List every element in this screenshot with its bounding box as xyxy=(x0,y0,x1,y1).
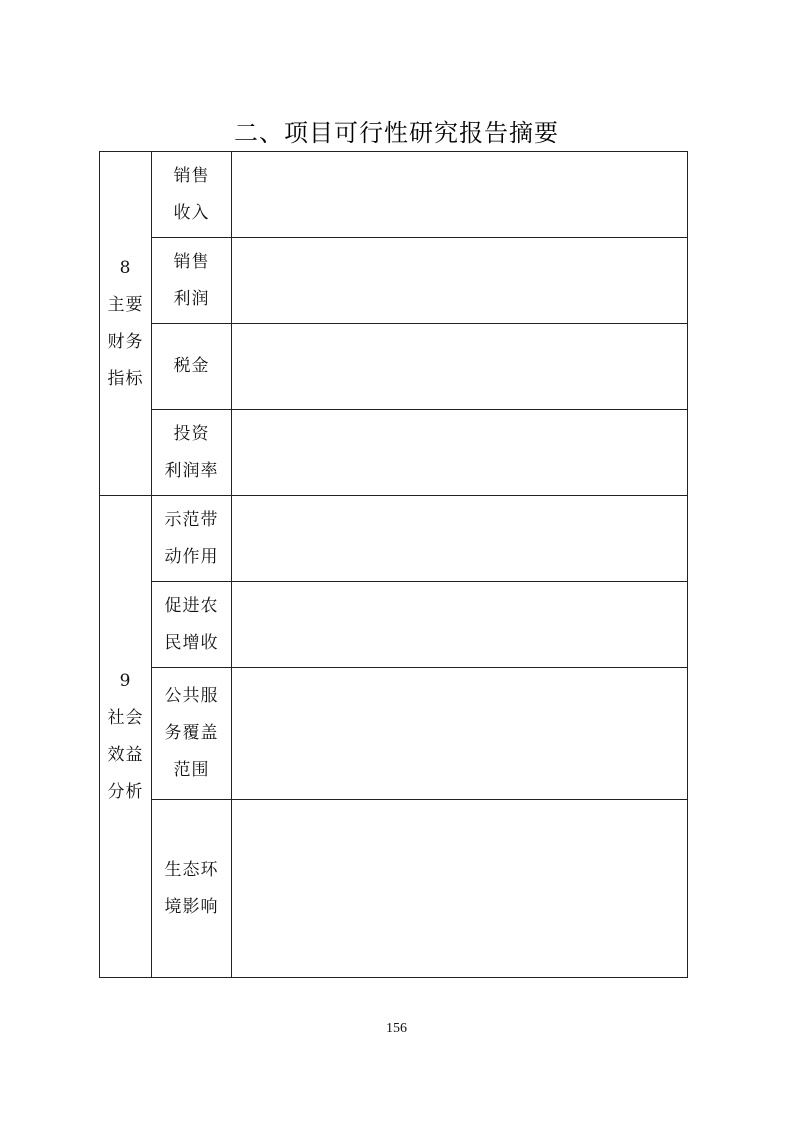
row-label-line: 税金 xyxy=(173,356,210,376)
table-row xyxy=(100,152,688,238)
table-row xyxy=(100,668,688,800)
row-label-ecological-impact xyxy=(152,800,232,978)
row-label-line: 销售 xyxy=(173,251,210,272)
section-header-financial xyxy=(100,152,152,496)
table-row xyxy=(100,800,688,978)
row-label-line: 动作用 xyxy=(164,546,219,567)
content-cell-demonstration-effect[interactable] xyxy=(232,496,688,582)
page-title: 二、项目可行性研究报告摘要 xyxy=(234,119,559,147)
row-label-line: 利润 xyxy=(173,288,210,309)
table-row xyxy=(100,238,688,324)
section-name-line: 财务 xyxy=(107,331,144,352)
row-label-line: 投资 xyxy=(173,423,210,444)
row-label-line: 民增收 xyxy=(164,632,219,653)
row-label-line: 示范带 xyxy=(164,509,219,530)
section-number: 9 xyxy=(119,670,132,691)
table-row xyxy=(100,324,688,410)
table-row xyxy=(100,496,688,582)
content-cell-investment-profit-rate[interactable] xyxy=(232,410,688,496)
row-label-sales-profit xyxy=(152,238,232,324)
page-number: 156 xyxy=(386,1021,407,1036)
section-number: 8 xyxy=(119,257,132,278)
section-name-line: 指标 xyxy=(107,368,144,389)
row-label-line: 生态环 xyxy=(164,859,219,880)
content-cell-farmer-income[interactable] xyxy=(232,582,688,668)
content-cell-sales-profit[interactable] xyxy=(232,238,688,324)
row-label-line: 境影响 xyxy=(164,896,219,917)
section-name-line: 效益 xyxy=(107,744,144,765)
content-cell-public-service-coverage[interactable] xyxy=(232,668,688,800)
row-label-public-service-coverage xyxy=(152,668,232,800)
row-label-line: 收入 xyxy=(173,202,210,223)
row-label-line: 务覆盖 xyxy=(164,723,219,743)
row-label-investment-profit-rate xyxy=(152,410,232,496)
section-name-line: 主要 xyxy=(107,294,144,315)
row-label-line: 销售 xyxy=(173,165,210,186)
summary-table xyxy=(99,151,688,978)
section-name-line: 社会 xyxy=(107,707,144,728)
row-label-tax xyxy=(152,324,232,410)
row-label-line: 公共服 xyxy=(164,686,219,706)
table-row xyxy=(100,582,688,668)
row-label-demonstration-effect xyxy=(152,496,232,582)
row-label-line: 范围 xyxy=(173,760,210,780)
content-cell-tax[interactable] xyxy=(232,324,688,410)
row-label-line: 促进农 xyxy=(164,595,219,616)
section-header-social-benefit xyxy=(100,496,152,978)
content-cell-ecological-impact[interactable] xyxy=(232,800,688,978)
row-label-sales-revenue xyxy=(152,152,232,238)
table-row xyxy=(100,410,688,496)
content-cell-sales-revenue[interactable] xyxy=(232,152,688,238)
row-label-farmer-income xyxy=(152,582,232,668)
row-label-line: 利润率 xyxy=(164,460,219,481)
section-name-line: 分析 xyxy=(107,781,144,802)
